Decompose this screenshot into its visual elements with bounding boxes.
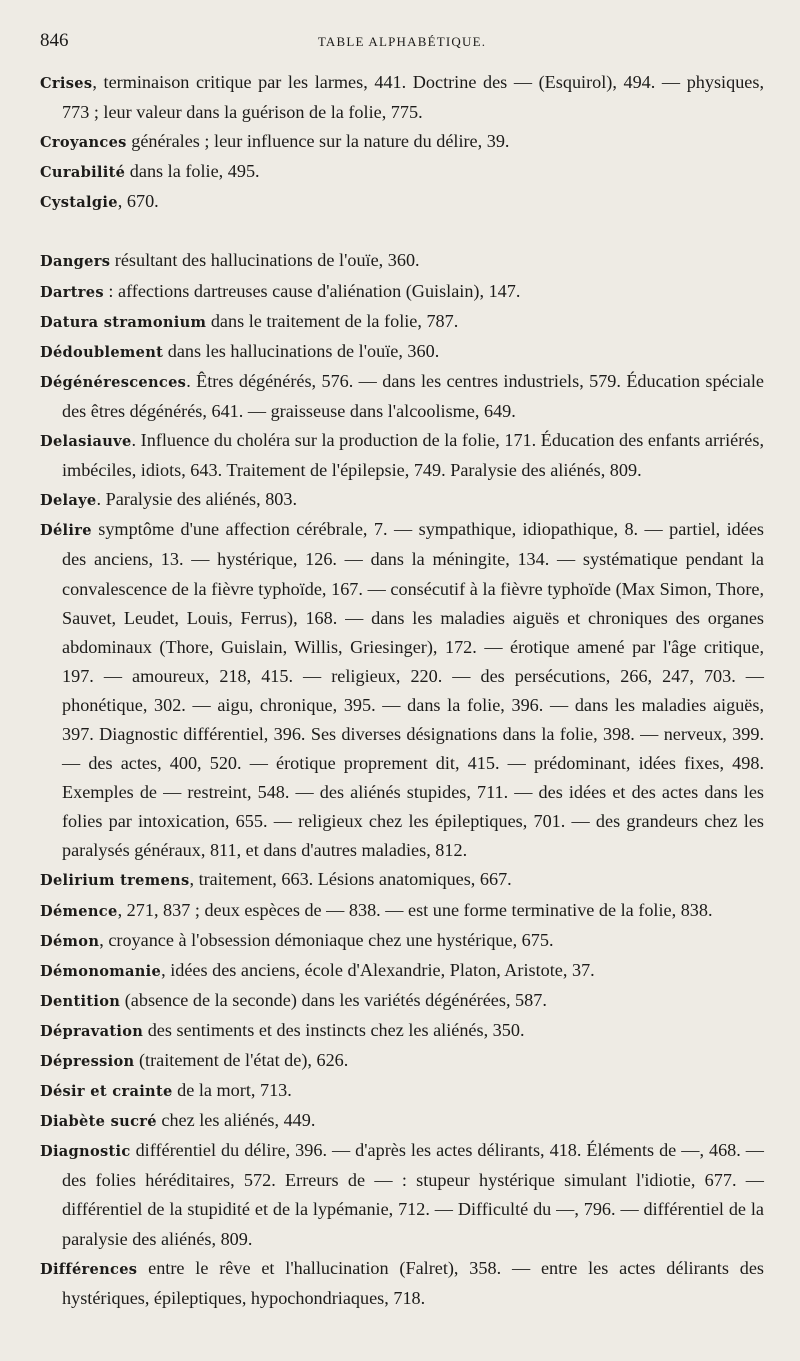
- index-entry-dartres: [40, 277, 764, 307]
- entry-text: , croyance à l'obsession démoniaque chez une hystérique, 675.: [99, 929, 554, 950]
- entry-text: . Paralysie des aliénés, 803.: [96, 489, 298, 510]
- index-entry-crises: [40, 68, 764, 127]
- entry-term: Différences: [40, 1260, 138, 1278]
- entry-text: (absence de la seconde) dans les variétés dégénérées, 587.: [120, 989, 547, 1010]
- index-entry-croyances: [40, 127, 764, 157]
- entry-text: dans le traitement de la folie, 787.: [206, 310, 459, 331]
- index-entry-dentition: [40, 986, 764, 1016]
- index-entry-dangers: [40, 246, 764, 276]
- entry-term: Crises: [40, 75, 93, 92]
- entry-text: différentiel du délire, 396. — d'après les actes délirants, 418. Éléments de —, 468. — des folies héréditaires, 572. Erreurs de — : stupeur hystérique simulant l'idiotie, 677. — différentiel de la stupidité et de la lypémanie, 712. — Difficulté du —, 796. — différentiel de la paralysie des aliénés, 809.: [62, 1140, 764, 1249]
- index-entry-delaye: [40, 485, 764, 515]
- entry-text: dans les hallucinations de l'ouïe, 360.: [163, 340, 440, 361]
- index-entry-desir-et-crainte: [40, 1076, 764, 1106]
- index-entry-depression: [40, 1046, 764, 1076]
- index-entry-delire: [40, 515, 764, 865]
- entry-text: . Influence du choléra sur la production de la folie, 171. Éducation des enfants arriérés, imbéciles, idiots, 643. Traitement de l'épilepsie, 749. Paralysie des aliénés, 809.: [62, 430, 764, 481]
- index-entry-datura: [40, 307, 764, 337]
- index-entry-demonomanie: [40, 956, 764, 986]
- entry-term: Délire: [40, 522, 92, 540]
- entry-term: Dentition: [40, 992, 121, 1010]
- entry-term: Dartres: [40, 283, 104, 301]
- running-title: TABLE ALPHABÉTIQUE.: [317, 34, 487, 49]
- entry-text: générales ; leur influence sur la nature du délire, 39.: [126, 131, 510, 152]
- entry-term: Datura stramonium: [40, 313, 207, 331]
- entry-term: Désir et crainte: [40, 1083, 173, 1101]
- entry-text: , 670.: [117, 191, 159, 212]
- entry-text: , terminaison critique par les larmes, 441. Doctrine des — (Esquirol), 494. — physiques, 773 ; leur valeur dans la guérison de la folie, 775.: [62, 72, 764, 123]
- entry-term: Dégénérescences: [40, 373, 187, 391]
- entry-term: Dédoublement: [40, 343, 164, 361]
- entry-text: , traitement, 663. Lésions anatomiques, 667.: [189, 869, 512, 890]
- entry-text: entre le rêve et l'hallucination (Falret), 358. — entre les actes délirants des hystériques, épileptiques, hypochondriaques, 718.: [62, 1257, 764, 1308]
- entry-term: Démon: [40, 932, 100, 950]
- index-entry-differences: [40, 1254, 764, 1313]
- entry-term: Dépression: [40, 1053, 135, 1070]
- index-entry-demence: [40, 896, 764, 926]
- entry-text: (traitement de l'état de), 626.: [134, 1050, 349, 1070]
- index-entry-degenerescences: [40, 367, 764, 426]
- entry-term: Croyances: [40, 134, 127, 152]
- index-entry-diabete-sucre: [40, 1106, 764, 1136]
- entry-text: des sentiments et des instincts chez les aliénés, 350.: [143, 1019, 525, 1040]
- index-entry-delasiauve: [40, 426, 764, 485]
- index-entry-depravation: [40, 1016, 764, 1046]
- entry-term: Démonomanie: [40, 962, 162, 980]
- index-entry-delirium-tremens: [40, 865, 764, 895]
- entry-term: Delaye: [40, 492, 97, 510]
- entry-text: : affections dartreuses cause d'aliénation (Guislain), 147.: [103, 280, 521, 301]
- index-entry-diagnostic: [40, 1136, 764, 1253]
- entry-text: de la mort, 713.: [172, 1080, 292, 1101]
- entry-text: dans la folie, 495.: [125, 161, 260, 182]
- entry-text: symptôme d'une affection cérébrale, 7. — sympathique, idiopathique, 8. — partiel, idées des anciens, 13. — hystérique, 126. — dans la méningite, 134. — systématique pendant la convalescence de la fièvre typhoïde, 167. — consécutif à la fièvre typhoïde (Max Simon, Thore, Sauvet, Leudet, Louis, Ferrus), 168. — dans les maladies aiguës et chroniques des organes abdominaux (Thore, Guislain, Willis, Griesinger), 172. — érotique amené par l'âge critique, 197. — amoureux, 218, 415. — religieux, 220. — des persécutions, 266, 247, 703. — phonétique, 302. — aigu, chronique, 395. — dans la folie, 396. — dans les maladies aiguës, 397. Diagnostic différentiel, 396. Ses diverses désignations dans la folie, 398. — nerveux, 399. — des actes, 400, 520. — érotique proprement dit, 415. — prédominant, idées fixes, 498. Exemples de — restreint, 548. — des aliénés stupides, 711. — des idées et des actes dans les folies par intoxication, 655. — religieux chez les épileptiques, 701. — des grandeurs chez les paralysés généraux, 811, et dans d'autres maladies, 812.: [62, 519, 764, 861]
- index-entry-dedoublement: [40, 337, 764, 367]
- page-number: 846: [40, 30, 69, 51]
- entry-text: . Êtres dégénérés, 576. — dans les centres industriels, 579. Éducation spéciale des êtres dégénérés, 641. — graisseuse dans l'alcoolisme, 649.: [62, 370, 764, 421]
- entry-term: Cystalgie: [40, 194, 118, 212]
- entry-term: Curabilité: [40, 164, 126, 182]
- index-entries: [40, 68, 764, 1313]
- entry-term: Dépravation: [40, 1022, 144, 1040]
- index-entry-demon: [40, 926, 764, 956]
- entry-term: Delasiauve: [40, 433, 132, 451]
- entry-text: chez les aliénés, 449.: [156, 1110, 316, 1131]
- entry-text: , idées des anciens, école d'Alexandrie, Platon, Aristote, 37.: [161, 959, 595, 980]
- entry-text: résultant des hallucinations de l'ouïe, 360.: [110, 250, 420, 271]
- index-entry-curabilite: [40, 157, 764, 187]
- entry-term: Delirium tremens: [40, 872, 190, 890]
- page-header: [40, 30, 764, 52]
- entry-text: , 271, 837 ; deux espèces de — 838. — est une forme terminative de la folie, 838.: [117, 899, 713, 920]
- entry-term: Démence: [40, 902, 118, 920]
- index-entry-cystalgie: [40, 187, 764, 217]
- entry-term: Dangers: [40, 253, 111, 271]
- entry-term: Diagnostic: [40, 1143, 131, 1161]
- entry-term: Diabète sucré: [40, 1113, 157, 1131]
